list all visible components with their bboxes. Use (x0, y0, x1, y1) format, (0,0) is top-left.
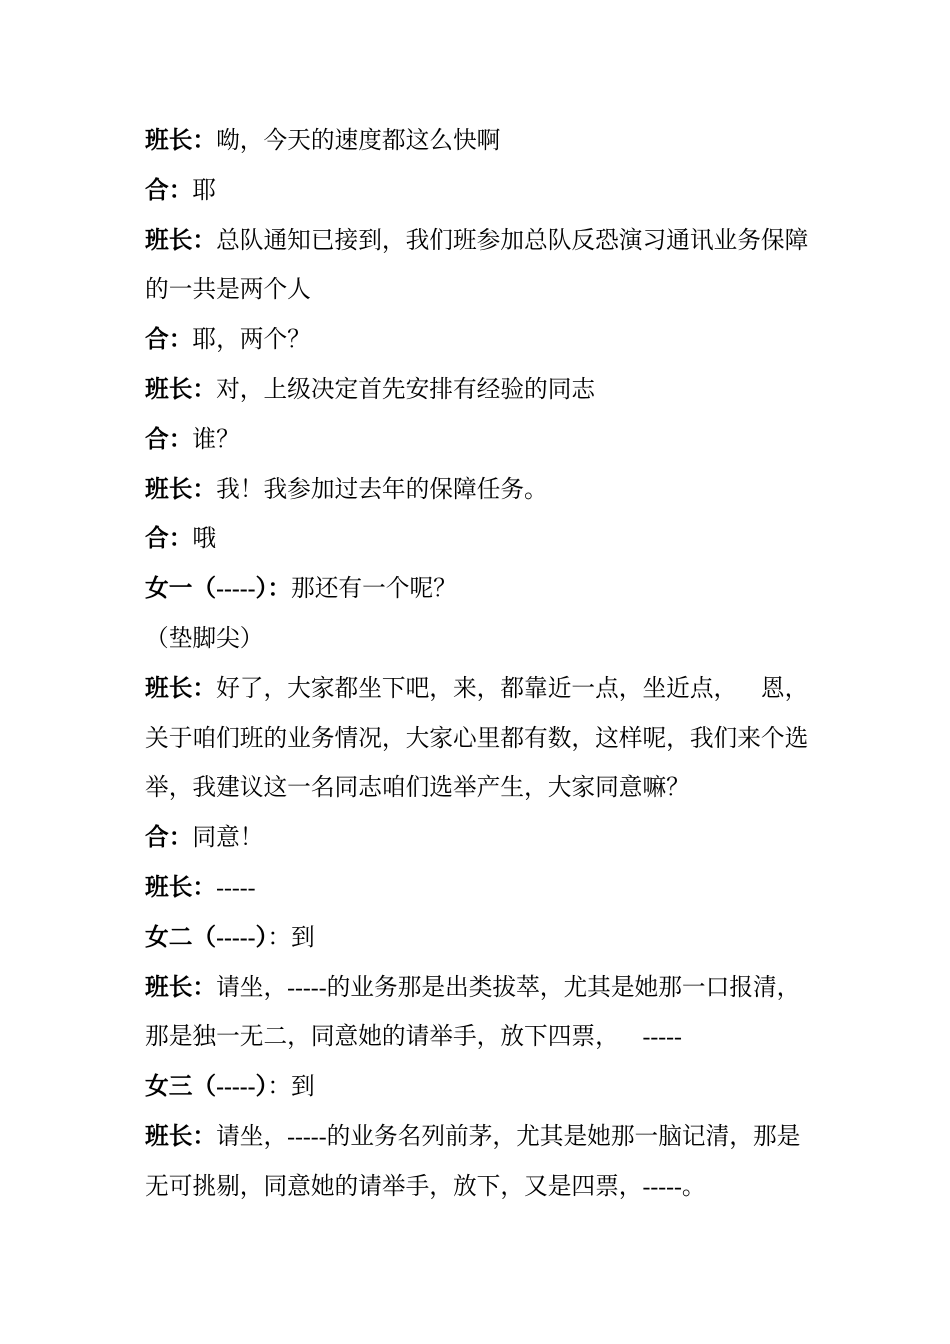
dialogue-entry (145, 864, 845, 914)
speaker-label: 班长： (145, 874, 217, 901)
dialogue-line (145, 466, 845, 516)
dialogue-entry (145, 366, 845, 416)
speaker-label: 女二（-----） (145, 924, 268, 951)
dialogue-line (145, 515, 845, 565)
dialogue-entry (145, 914, 845, 964)
dialogue-text: 请坐，-----的业务那是出类拔萃，尤其是她那一口报清， (216, 974, 801, 1001)
dialogue-entry (145, 565, 845, 615)
dialogue-entry (145, 665, 845, 814)
dialogue-text: 总队通知已接到，我们班参加总队反恐演习通讯业务保障 (216, 227, 809, 254)
dialogue-line (145, 964, 845, 1014)
speaker-label: 班长： (145, 128, 217, 154)
dialogue-entry (145, 466, 845, 516)
dialogue-entry (145, 117, 845, 167)
dialogue-line (145, 1063, 845, 1113)
dialogue-text: 耶，两个？ (192, 327, 311, 354)
dialogue-text: 耶 (192, 177, 217, 204)
dialogue-text: ：到 (267, 1074, 315, 1101)
dialogue-line (145, 266, 845, 316)
speaker-label: 班长： (145, 476, 217, 503)
dialogue-line (145, 1163, 845, 1213)
script-body (145, 117, 845, 1213)
dialogue-line (145, 864, 845, 914)
dialogue-text: 哦 (192, 526, 217, 553)
dialogue-text: 无可挑剔，同意她的请举手，放下，又是四票，-----。 (145, 1173, 706, 1200)
dialogue-entry (145, 964, 845, 1064)
stage-direction: （垫脚尖） (145, 625, 264, 652)
dialogue-line (145, 316, 845, 366)
dialogue-text: 对，上级决定首先安排有经验的同志 (216, 376, 596, 403)
speaker-label: 合： (145, 526, 193, 553)
speaker-label: 合： (145, 327, 193, 354)
dialogue-line (145, 814, 845, 864)
dialogue-line (145, 764, 845, 814)
dialogue-text: 的一共是两个人 (145, 277, 311, 304)
dialogue-text: 那还有一个呢？ (291, 576, 457, 603)
dialogue-line (145, 914, 845, 964)
speaker-label: 合： (145, 426, 193, 453)
dialogue-line (145, 167, 845, 217)
dialogue-entry (145, 814, 845, 864)
dialogue-text: 关于咱们班的业务情况，大家心里都有数，这样呢，我们来个选 (145, 725, 809, 752)
dialogue-line (145, 366, 845, 416)
stage-direction-entry (145, 615, 845, 665)
dialogue-text: ----- (216, 874, 256, 901)
dialogue-text: 我！我参加过去年的保障任务。 (216, 476, 548, 503)
dialogue-line (145, 715, 845, 765)
speaker-label: 班长： (145, 227, 217, 254)
dialogue-entry (145, 416, 845, 466)
dialogue-entry (145, 515, 845, 565)
dialogue-text: ：到 (267, 924, 315, 951)
dialogue-line (145, 565, 845, 615)
speaker-label: 女一（-----）： (145, 576, 292, 603)
dialogue-line (145, 416, 845, 466)
dialogue-text: 谁？ (192, 426, 240, 453)
speaker-label: 班长： (145, 1123, 217, 1150)
dialogue-entry (145, 217, 845, 317)
dialogue-entry (145, 316, 845, 366)
dialogue-line (145, 1013, 845, 1063)
dialogue-text: 请坐，-----的业务名列前茅，尤其是她那一脑记清，那是 (216, 1123, 801, 1150)
dialogue-entry (145, 1063, 845, 1113)
dialogue-line (145, 615, 845, 665)
dialogue-entry (145, 1113, 845, 1213)
dialogue-line (145, 1113, 845, 1163)
dialogue-line (145, 665, 845, 715)
speaker-label: 合： (145, 177, 193, 204)
dialogue-text: 好了，大家都坐下吧，来，都靠近一点，坐近点， 恩， (216, 675, 809, 702)
dialogue-text: 举，我建议这一名同志咱们选举产生，大家同意嘛？ (145, 775, 690, 802)
speaker-label: 班长： (145, 974, 217, 1001)
dialogue-text: 同意！ (192, 825, 264, 852)
dialogue-text: 呦，今天的速度都这么快啊 (216, 128, 501, 154)
dialogue-line (145, 117, 845, 167)
speaker-label: 女三（-----） (145, 1074, 268, 1101)
dialogue-text: 那是独一无二，同意她的请举手，放下四票， ----- (145, 1024, 682, 1051)
speaker-label: 班长： (145, 376, 217, 403)
speaker-label: 合： (145, 825, 193, 852)
dialogue-entry (145, 167, 845, 217)
speaker-label: 班长： (145, 675, 217, 702)
dialogue-line (145, 217, 845, 267)
